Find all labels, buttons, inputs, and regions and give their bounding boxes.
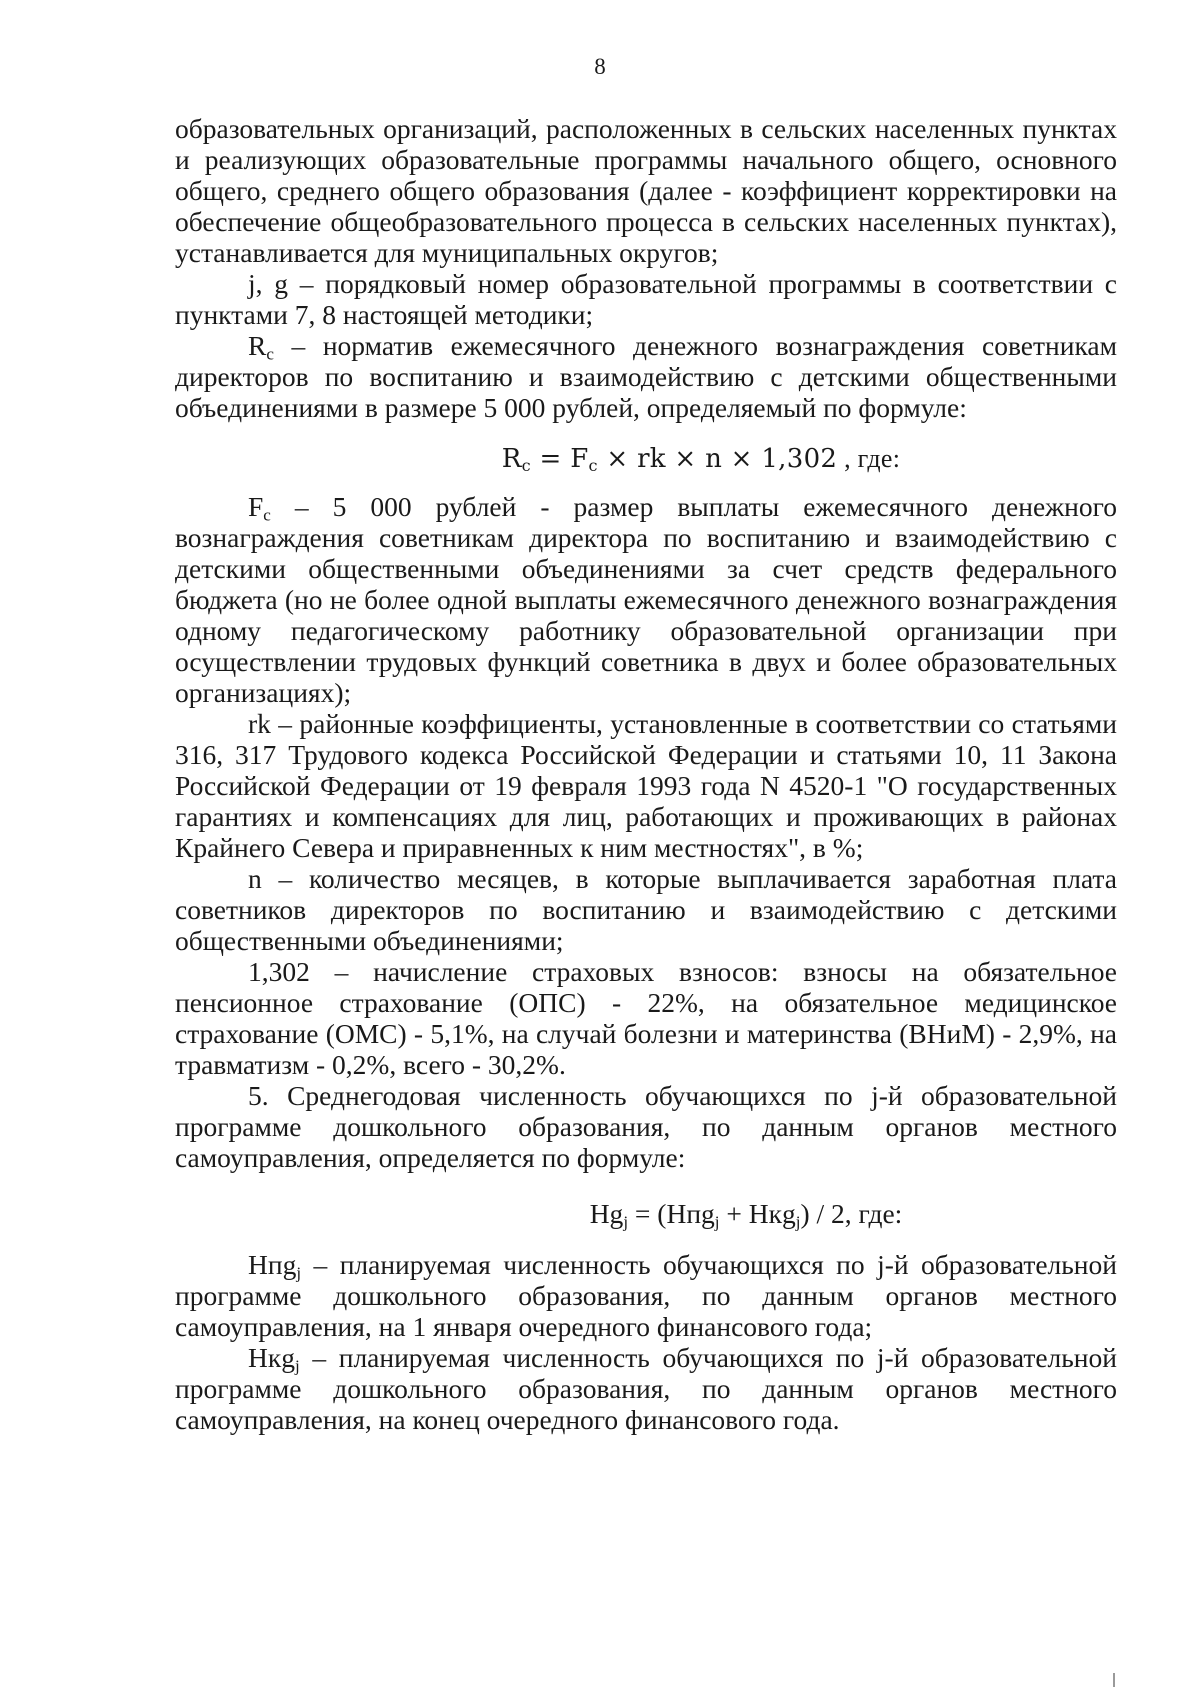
npg-symbol: Нпg — [248, 1249, 297, 1280]
formula-hg-tail: ) / 2, где: — [800, 1198, 903, 1229]
paragraph-n-definition: n – количество месяцев, в которые выплачивается заработная плата советников директоров по воспитанию и взаимодействию с детскими общественными объединениями; — [175, 863, 1117, 956]
formula-hg-lhs: Hg — [589, 1198, 624, 1229]
page-number: 8 — [594, 54, 606, 79]
formula-hg-mid2: + Нкg — [719, 1198, 796, 1229]
formula-hg-lhs-sub: j — [623, 1212, 629, 1232]
formula-rc — [175, 443, 1117, 475]
paragraph-section-5: 5. Среднегодовая численность обучающихся по j-й образовательной программе дошкольного образования, по данным органов местного самоуправления, определяется по формуле: — [175, 1080, 1117, 1173]
formula-rc-lhs-sub: c — [521, 456, 531, 476]
rc-definition-text: – норматив ежемесячного денежного вознаграждения советникам директоров по воспитанию и взаимодействию с детскими общественными объединениями в размере 5 000 рублей, определяемый по формуле: — [175, 330, 1117, 423]
formula-rc-f: F — [570, 444, 589, 474]
paragraph-nkg-definition — [175, 1342, 1117, 1435]
formula-hg-mid1: = (Нпg — [628, 1198, 715, 1229]
nkg-definition-text: – планируемая численность обучающихся по j-й образовательной программе дошкольного образования, по данным органов местного самоуправления, на конец очередного финансового года. — [175, 1342, 1117, 1435]
formula-rc-rest: × rk × n × 1,302 — [597, 444, 838, 474]
npg-definition-text: – планируемая численность обучающихся по j-й образовательной программе дошкольного образования, по данным органов местного самоуправления, на 1 января очередного финансового года; — [175, 1249, 1117, 1342]
rc-symbol: R — [248, 330, 267, 361]
formula-rc-lhs: R — [501, 444, 522, 474]
nkg-symbol: Нкg — [248, 1342, 295, 1373]
paragraph-fc-definition — [175, 491, 1117, 708]
nkg-subscript: j — [294, 1356, 300, 1376]
rc-subscript: c — [266, 344, 274, 364]
formula-hg — [175, 1198, 1117, 1232]
fc-symbol: F — [248, 491, 264, 522]
scan-artifact-mark — [1113, 1673, 1115, 1687]
paragraph-continuation: образовательных организаций, расположенных в сельских населенных пунктах и реализующих образовательные программы начального общего, основного общего, среднего общего образования (далее - коэффициент корректировки на обеспечение общеобразовательного процесса в сельских населенных пунктах), устанавливается для муниципальных округов; — [175, 113, 1117, 268]
fc-definition-text: – 5 000 рублей - размер выплаты ежемесячного денежного вознаграждения советникам директора по воспитанию и взаимодействию с детскими общественными объединениями за счет средств федерального бюджета (но не более одной выплаты ежемесячного денежного вознаграждения одному педагогическому работнику образовательной организации при осуществлении трудовых функций советника в двух и более образовательных организациях); — [175, 491, 1117, 708]
formula-hg-mid2-sub: j — [795, 1212, 801, 1232]
fc-subscript: c — [263, 505, 271, 525]
npg-subscript: j — [296, 1263, 302, 1283]
document-body — [175, 113, 1117, 1435]
paragraph-1302-definition: 1,302 – начисление страховых взносов: взносы на обязательное пенсионное страхование (ОПС) - 22%, на обязательное медицинское страхование (ОМС) - 5,1%, на случай болезни и материнства (ВНиМ) - 2,9%, на травматизм - 0,2%, всего - 30,2%. — [175, 956, 1117, 1080]
paragraph-rk-definition: rk – районные коэффициенты, установленные в соответствии со статьями 316, 317 Трудового кодекса Российской Федерации и статьями 10, 11 Закона Российской Федерации от 19 февраля 1993 года N 4520-1 "О государственных гарантиях и компенсациях для лиц, работающих и проживающих в районах Крайнего Севера и приравненных к ним местностях", в %; — [175, 708, 1117, 863]
formula-rc-equals: = — [530, 444, 571, 474]
paragraph-j-g-definition: j, g – порядковый номер образовательной программы в соответствии с пунктами 7, 8 настоящей методики; — [175, 268, 1117, 330]
paragraph-npg-definition — [175, 1249, 1117, 1342]
paragraph-rc-definition — [175, 330, 1117, 423]
formula-rc-tail: , где: — [837, 444, 901, 473]
formula-rc-f-sub: c — [588, 456, 598, 476]
formula-hg-mid1-sub: j — [714, 1212, 720, 1232]
